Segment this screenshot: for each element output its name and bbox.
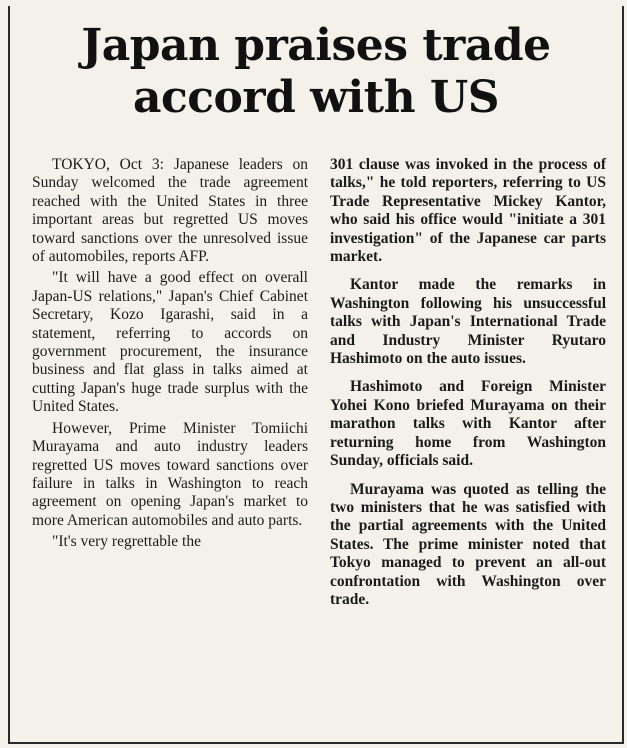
paragraph: TOKYO, Oct 3: Japanese leaders on Sunday welcomed the trade agreement reached with the United States in three important areas but regretted US moves toward sanctions over the unresolved issue of automobiles, reports AFP.: [32, 156, 308, 266]
paragraph: However, Prime Minister Tomiichi Murayama and auto industry leaders regretted US moves toward sanctions over failure in talks in Washington to reach agreement on opening Japan's market to more American automobiles and auto parts.: [32, 419, 308, 529]
paragraph: "It's very regrettable the: [52, 533, 201, 551]
paragraph: Kantor made the remarks in Washington following his unsuccessful talks with Japan's International Trade and Industry Minister Ryutaro Hashimoto on the auto issues.: [330, 276, 606, 368]
paragraph: "It will have a good effect on overall Japan-US relations," Japan's Chief Cabinet Secretary, Kozo Igarashi, said in a statement, referring to accords on government procurement, the insurance business and flat glass in talks aimed at cutting Japan's huge trade surplus with the United States.: [32, 269, 308, 416]
article-column-right: [330, 156, 606, 619]
headline-line-2: accord with US: [132, 72, 500, 123]
newspaper-clipping: [8, 6, 624, 744]
paragraph: Murayama was quoted as telling the two ministers that he was satisfied with the partial agreements with the United States. The prime minister noted that Tokyo managed to prevent an all-out confrontation with Washington over trade.: [330, 480, 606, 608]
paragraph: Hashimoto and Foreign Minister Yohei Kono briefed Murayama on their marathon talks with Kantor after returning home from Washington Sunday, officials said.: [330, 378, 606, 470]
article-column-left: [32, 156, 308, 555]
paragraph: 301 clause was invoked in the process of talks," he told reporters, referring to US Trade Representative Mickey Kantor, who said his office would "initiate a 301 investigation" of the Japanese car parts market.: [330, 156, 606, 266]
headline-line-1: Japan praises trade: [81, 20, 551, 71]
headline: [10, 20, 622, 124]
